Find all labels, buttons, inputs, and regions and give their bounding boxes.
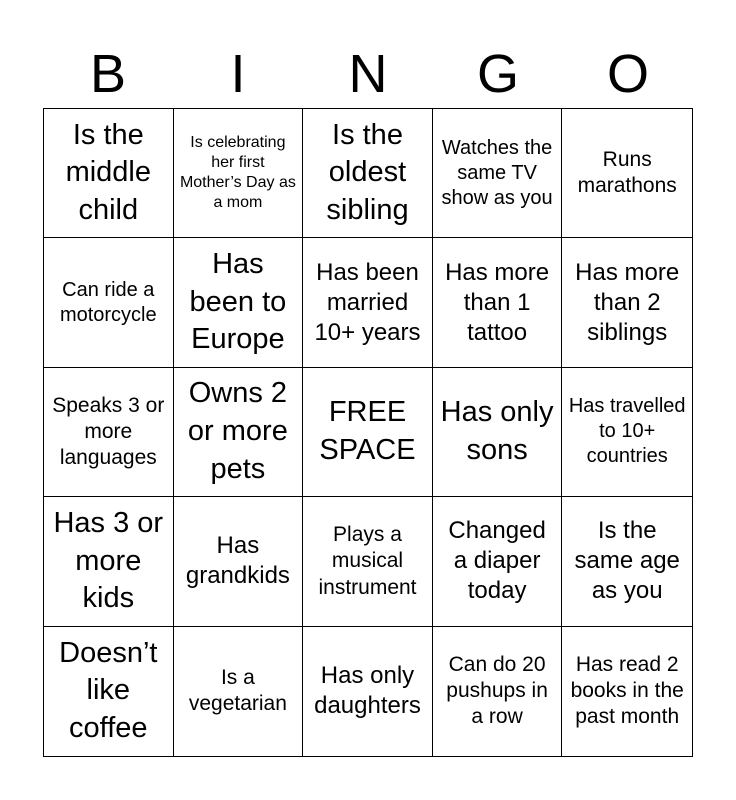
bingo-cell[interactable]: Has been to Europe	[174, 238, 304, 367]
bingo-cell[interactable]: Has more than 2 siblings	[562, 238, 692, 367]
bingo-cell[interactable]: Watches the same TV show as you	[433, 109, 563, 238]
bingo-cell[interactable]: Is the same age as you	[562, 497, 692, 626]
header-letter-o: O	[606, 44, 649, 104]
header-letter-n: N	[348, 44, 388, 104]
bingo-cell[interactable]: Changed a diaper today	[433, 497, 563, 626]
bingo-cell[interactable]: Has only sons	[433, 368, 563, 497]
header-letter-b: B	[89, 44, 127, 104]
header-letter-g: G	[476, 44, 519, 104]
bingo-cell[interactable]: Is the middle child	[44, 109, 174, 238]
bingo-cell[interactable]: Is celebrating her first Mother’s Day as a mom	[174, 109, 304, 238]
bingo-grid	[43, 108, 693, 757]
bingo-cell[interactable]: Can do 20 pushups in a row	[433, 627, 563, 756]
bingo-cell[interactable]: Plays a musical instrument	[303, 497, 433, 626]
bingo-cell[interactable]: Is a vegetarian	[174, 627, 304, 756]
bingo-cell[interactable]: Speaks 3 or more languages	[44, 368, 174, 497]
bingo-cell[interactable]: Has travelled to 10+ countries	[562, 368, 692, 497]
bingo-cell[interactable]: Has been married 10+ years	[303, 238, 433, 367]
free-space-cell[interactable]: FREE SPACE	[303, 368, 433, 497]
bingo-cell[interactable]: Has only daughters	[303, 627, 433, 756]
bingo-cell[interactable]: Has 3 or more kids	[44, 497, 174, 626]
header-letter-i: I	[230, 44, 246, 104]
bingo-cell[interactable]: Runs marathons	[562, 109, 692, 238]
bingo-cell[interactable]: Has read 2 books in the past month	[570, 652, 684, 729]
bingo-cell[interactable]: Owns 2 or more pets	[174, 368, 304, 497]
bingo-cell[interactable]: Has grandkids	[174, 497, 304, 626]
bingo-cell[interactable]: Has more than 1 tattoo	[433, 238, 563, 367]
bingo-cell[interactable]: Doesn’t like coffee	[44, 627, 174, 756]
bingo-cell[interactable]: Can ride a motorcycle	[44, 238, 174, 367]
bingo-header	[43, 40, 693, 108]
bingo-cell[interactable]: Is the oldest sibling	[303, 109, 433, 238]
